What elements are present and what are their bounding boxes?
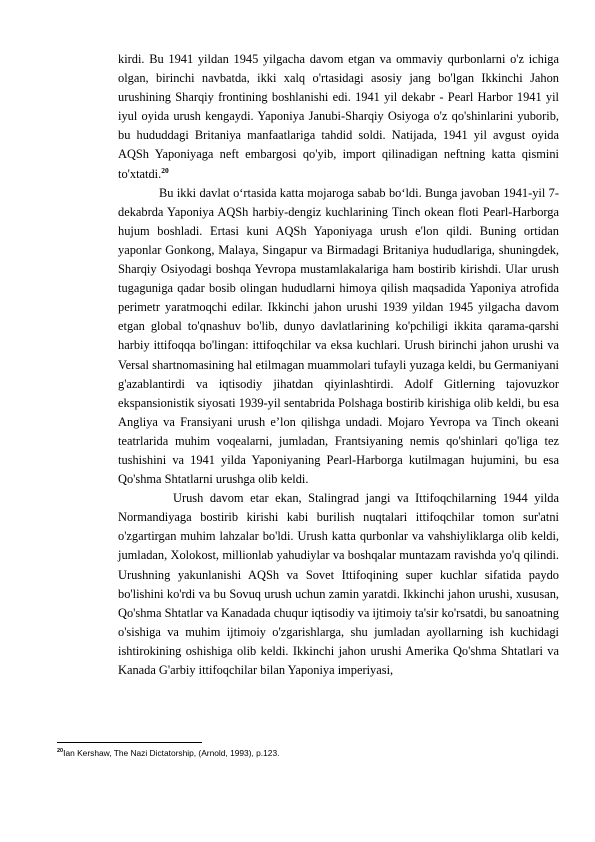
paragraph-text: kirdi. Bu 1941 yildan 1945 yilgacha davom etgan va ommaviy qurbonlarni o'z ichiga olgan, birinchi navbatda, ikki xalq o'rtasidagi asosiy jang bo'lgan Ikkinchi Jahon urushining Sharqiy frontining boshlanishi edi. 1941 yil dekabr - Pearl Harbor 1941 yil iyul oyida urush kengaydi. Yaponiya Janubi-Sharqiy Osiyoga o'z qo'shinlarini yuborib, bu hududdagi Britaniya manfaatlariga tahdid soldi. Natijada, 1941 yil avgust oyida AQSh Yaponiyaga neft embargosi qo'yib, import qilinadigan neftning katta qismini to'xtatdi. (118, 52, 559, 181)
footnote-number: 20 (57, 748, 64, 755)
footnote-text: Ian Kershaw, The Nazi Dictatorship, (Arnold, 1993), p.123. (63, 748, 280, 758)
body-text (118, 50, 559, 680)
footnote-divider (57, 742, 202, 743)
paragraph: Bu ikki davlat o‘rtasida katta mojaroga sabab bo‘ldi. Bunga javoban 1941-yil 7-dekabrda Yaponiya AQSh harbiy-dengiz kuchlarining Tinch okean floti Pearl-Harborga hujum boshladi. Ertasi kuni AQSh Yaponiyaga urush e'lon qildi. Buning ortidan yaponlar Gonkong, Malaya, Singapur va Birmadagi Britaniya hududlariga, shuningdek, Sharqiy Osiyodagi boshqa Yevropa mustamlakalariga ham bostirib kirishdi. Ular urush tugaguniga qadar bosib olingan hududlarni himoya qilish maqsadida Yaponiya atrofida perimetr yaratmoqchi edilar. Ikkinchi jahon urushi 1939 yildan 1945 yilgacha davom etgan global to'qnashuv bo'lib, dunyo davlatlarining ko'pchiligi ikkita qarama-qarshi harbiy ittifoqqa bo'lingan: ittifoqchilar va eksa kuchlari. Urush birinchi jahon urushi va Versal shartnomasining hal etilmagan muammolari tufayli yuzaga keldi, bu Germaniyani g'azablantirdi va iqtisodiy jihatdan qiyinlashtirdi. Adolf Gitlerning tajovuzkor ekspansionistik siyosati 1939-yil sentabrida Polshaga bostirib kirishiga olib keldi, bu esa Angliya va Fransiyani urush e’lon qilishga undadi. Mojaro Yevropa va Tinch okeani teatrlarida muhim voqealarni, jumladan, Frantsiyaning nemis qo'shinlari qo'liga tez tushishini va 1941 yilda Yaponiyaning Pearl-Harborga kutilmagan hujumini, bu esa Qo'shma Shtatlarni urushga olib keldi. (118, 185, 559, 487)
footnote-reference[interactable]: 20 (161, 165, 169, 175)
paragraph: Urush davom etar ekan, Stalingrad jangi va Ittifoqchilarning 1944 yilda Normandiyaga bostirib kirishi kabi burilish nuqtalari ittifoqchilar tomon sur'atni o'zgartirgan muhim lahzalar bo'ldi. Urush katta qurbonlar va vahshiyliklarga olib keldi, jumladan, Xolokost, millionlab yahudiylar va boshqalar muntazam ravishda yo'q qilindi. Urushning yakunlanishi AQSh va Sovet Ittifoqining super kuchlar sifatida paydo bo'lishini ko'rdi va bu Sovuq urush uchun zamin yaratdi. Ikkinchi jahon urushi, xususan, Qo'shma Shtatlar va Kanadada chuqur iqtisodiy va ijtimoiy ta'sir ko'rsatdi, bu sanoatning o'sishiga va muhim ijtimoiy o'zgarishlarga, shu jumladan ayollarning ish kuchidagi ishtirokining oshishiga olib keldi. Ikkinchi jahon urushi Amerika Qo'shma Shtatlari va Kanada G'arbiy ittifoqchilar bilan Yaponiya imperiyasi, (118, 491, 559, 677)
paragraph (118, 50, 559, 184)
footnote (57, 747, 557, 759)
